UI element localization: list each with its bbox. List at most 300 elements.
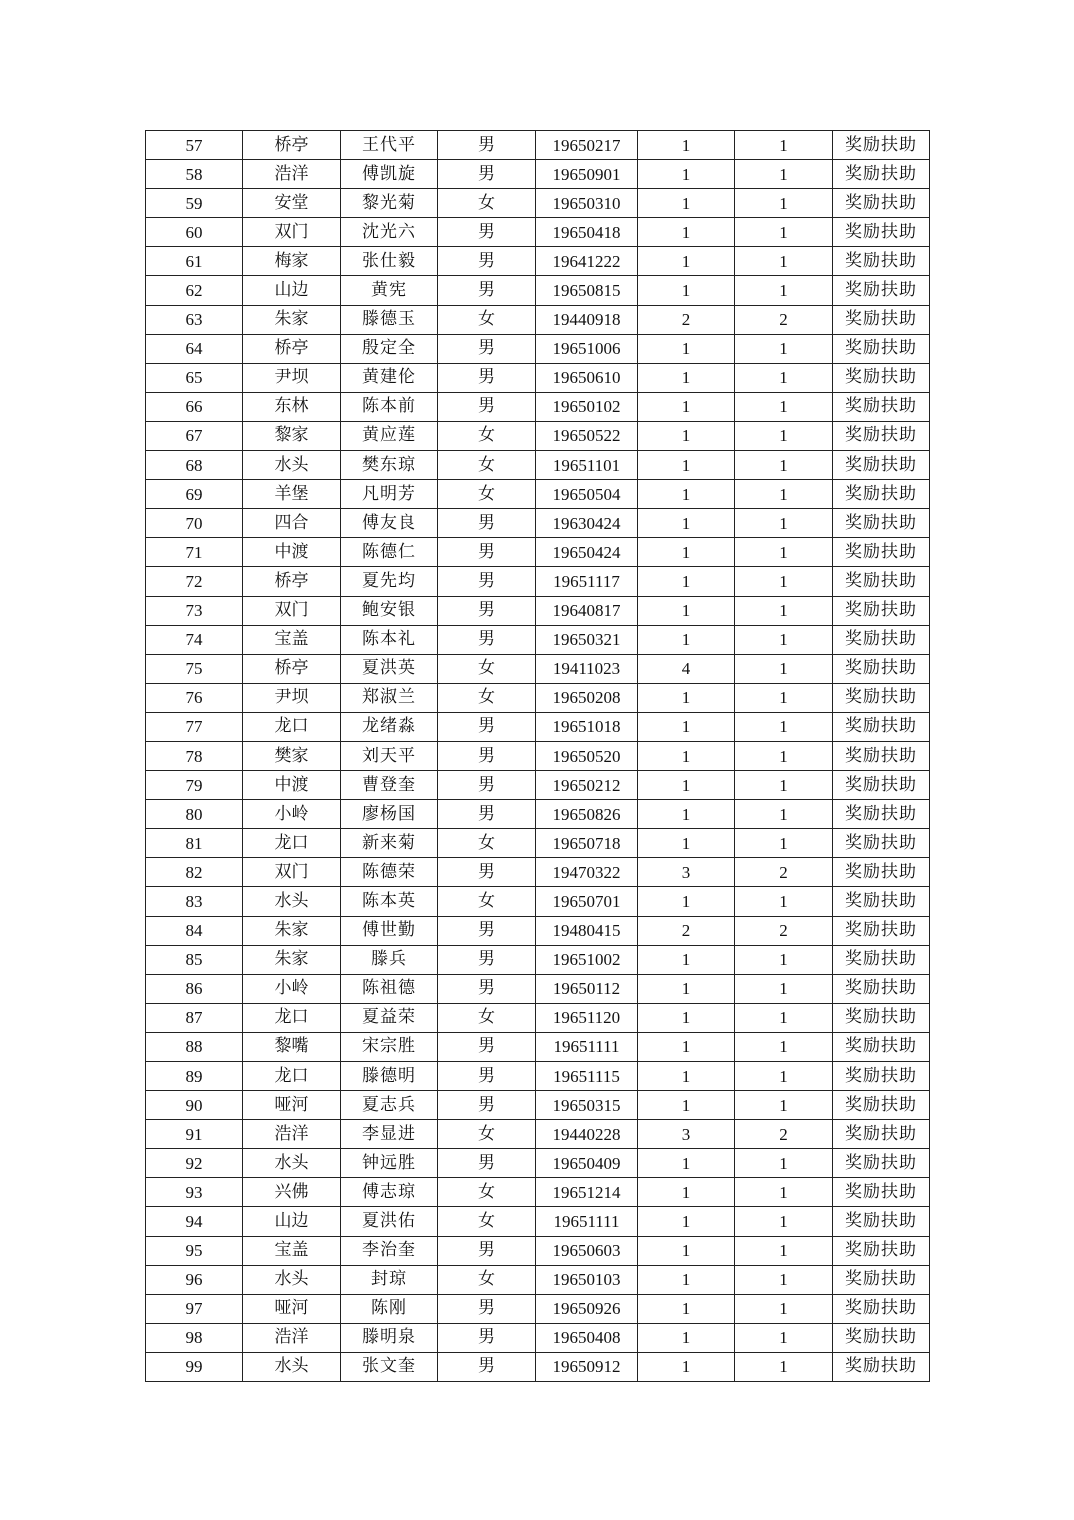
- support-type-cell: 奖励扶助: [833, 800, 930, 829]
- table-row: [146, 480, 930, 509]
- gender-cell: 男: [438, 567, 536, 596]
- table-row: [146, 712, 930, 741]
- count-cell-b: 1: [735, 451, 833, 480]
- gender-cell: 男: [438, 1149, 536, 1178]
- count-cell-a: 1: [638, 741, 735, 770]
- birth-date-cell: 19650504: [536, 480, 638, 509]
- birth-date-cell: 19650212: [536, 771, 638, 800]
- count-cell-b: 1: [735, 596, 833, 625]
- count-cell-a: 3: [638, 1120, 735, 1149]
- gender-cell: 男: [438, 334, 536, 363]
- name-cell: 封琼: [341, 1265, 438, 1294]
- support-type-cell: 奖励扶助: [833, 1032, 930, 1061]
- table-row: [146, 1294, 930, 1323]
- row-number-cell: 92: [146, 1149, 243, 1178]
- birth-date-cell: 19650208: [536, 683, 638, 712]
- table-row: [146, 305, 930, 334]
- gender-cell: 男: [438, 1236, 536, 1265]
- table-row: [146, 1120, 930, 1149]
- support-type-cell: 奖励扶助: [833, 1178, 930, 1207]
- count-cell-b: 1: [735, 334, 833, 363]
- support-type-cell: 奖励扶助: [833, 916, 930, 945]
- gender-cell: 女: [438, 1207, 536, 1236]
- support-type-cell: 奖励扶助: [833, 1352, 930, 1381]
- row-number-cell: 81: [146, 829, 243, 858]
- gender-cell: 男: [438, 1062, 536, 1091]
- count-cell-b: 1: [735, 1207, 833, 1236]
- row-number-cell: 89: [146, 1062, 243, 1091]
- count-cell-b: 1: [735, 1091, 833, 1120]
- town-cell: 浩洋: [243, 160, 341, 189]
- gender-cell: 男: [438, 509, 536, 538]
- row-number-cell: 68: [146, 451, 243, 480]
- name-cell: 钟远胜: [341, 1149, 438, 1178]
- roster-table-body: [146, 131, 930, 1382]
- name-cell: 陈本英: [341, 887, 438, 916]
- name-cell: 夏益荣: [341, 1003, 438, 1032]
- birth-date-cell: 19651111: [536, 1032, 638, 1061]
- count-cell-a: 1: [638, 1178, 735, 1207]
- count-cell-b: 1: [735, 683, 833, 712]
- name-cell: 黎光菊: [341, 189, 438, 218]
- name-cell: 李显进: [341, 1120, 438, 1149]
- count-cell-b: 2: [735, 858, 833, 887]
- birth-date-cell: 19651117: [536, 567, 638, 596]
- count-cell-b: 1: [735, 276, 833, 305]
- town-cell: 双门: [243, 218, 341, 247]
- table-row: [146, 567, 930, 596]
- count-cell-a: 1: [638, 800, 735, 829]
- count-cell-a: 1: [638, 363, 735, 392]
- birth-date-cell: 19630424: [536, 509, 638, 538]
- count-cell-b: 1: [735, 1236, 833, 1265]
- gender-cell: 男: [438, 945, 536, 974]
- table-row: [146, 160, 930, 189]
- row-number-cell: 87: [146, 1003, 243, 1032]
- count-cell-b: 1: [735, 945, 833, 974]
- row-number-cell: 66: [146, 392, 243, 421]
- count-cell-a: 1: [638, 1236, 735, 1265]
- support-type-cell: 奖励扶助: [833, 829, 930, 858]
- birth-date-cell: 19650310: [536, 189, 638, 218]
- gender-cell: 男: [438, 974, 536, 1003]
- support-type-cell: 奖励扶助: [833, 480, 930, 509]
- support-type-cell: 奖励扶助: [833, 887, 930, 916]
- gender-cell: 女: [438, 189, 536, 218]
- support-type-cell: 奖励扶助: [833, 451, 930, 480]
- birth-date-cell: 19651002: [536, 945, 638, 974]
- row-number-cell: 83: [146, 887, 243, 916]
- town-cell: 东林: [243, 392, 341, 421]
- count-cell-b: 1: [735, 1003, 833, 1032]
- row-number-cell: 91: [146, 1120, 243, 1149]
- town-cell: 双门: [243, 858, 341, 887]
- row-number-cell: 80: [146, 800, 243, 829]
- table-row: [146, 276, 930, 305]
- town-cell: 龙口: [243, 1003, 341, 1032]
- count-cell-b: 1: [735, 887, 833, 916]
- support-type-cell: 奖励扶助: [833, 276, 930, 305]
- row-number-cell: 79: [146, 771, 243, 800]
- row-number-cell: 67: [146, 421, 243, 450]
- gender-cell: 男: [438, 916, 536, 945]
- name-cell: 龙绪淼: [341, 712, 438, 741]
- birth-date-cell: 19411023: [536, 654, 638, 683]
- birth-date-cell: 19650112: [536, 974, 638, 1003]
- count-cell-a: 1: [638, 887, 735, 916]
- count-cell-b: 1: [735, 771, 833, 800]
- row-number-cell: 85: [146, 945, 243, 974]
- town-cell: 龙口: [243, 1062, 341, 1091]
- count-cell-b: 1: [735, 131, 833, 160]
- gender-cell: 女: [438, 421, 536, 450]
- count-cell-b: 1: [735, 1178, 833, 1207]
- gender-cell: 女: [438, 305, 536, 334]
- town-cell: 黎家: [243, 421, 341, 450]
- count-cell-a: 1: [638, 1149, 735, 1178]
- name-cell: 张文奎: [341, 1352, 438, 1381]
- row-number-cell: 99: [146, 1352, 243, 1381]
- gender-cell: 女: [438, 1003, 536, 1032]
- count-cell-a: 2: [638, 305, 735, 334]
- count-cell-a: 1: [638, 334, 735, 363]
- gender-cell: 男: [438, 800, 536, 829]
- row-number-cell: 73: [146, 596, 243, 625]
- name-cell: 滕兵: [341, 945, 438, 974]
- name-cell: 黄宪: [341, 276, 438, 305]
- row-number-cell: 95: [146, 1236, 243, 1265]
- support-type-cell: 奖励扶助: [833, 160, 930, 189]
- count-cell-b: 1: [735, 1294, 833, 1323]
- support-type-cell: 奖励扶助: [833, 131, 930, 160]
- birth-date-cell: 19640817: [536, 596, 638, 625]
- birth-date-cell: 19651101: [536, 451, 638, 480]
- count-cell-a: 1: [638, 1294, 735, 1323]
- row-number-cell: 62: [146, 276, 243, 305]
- name-cell: 李治奎: [341, 1236, 438, 1265]
- support-type-cell: 奖励扶助: [833, 1323, 930, 1352]
- name-cell: 傅世勤: [341, 916, 438, 945]
- row-number-cell: 57: [146, 131, 243, 160]
- count-cell-a: 1: [638, 683, 735, 712]
- town-cell: 水头: [243, 1352, 341, 1381]
- table-row: [146, 247, 930, 276]
- birth-date-cell: 19650408: [536, 1323, 638, 1352]
- row-number-cell: 77: [146, 712, 243, 741]
- row-number-cell: 78: [146, 741, 243, 770]
- gender-cell: 女: [438, 480, 536, 509]
- town-cell: 朱家: [243, 945, 341, 974]
- town-cell: 尹坝: [243, 683, 341, 712]
- count-cell-a: 1: [638, 218, 735, 247]
- name-cell: 曹登奎: [341, 771, 438, 800]
- table-row: [146, 916, 930, 945]
- count-cell-b: 1: [735, 800, 833, 829]
- name-cell: 陈刚: [341, 1294, 438, 1323]
- support-type-cell: 奖励扶助: [833, 654, 930, 683]
- count-cell-a: 1: [638, 974, 735, 1003]
- town-cell: 哑河: [243, 1091, 341, 1120]
- birth-date-cell: 19650103: [536, 1265, 638, 1294]
- count-cell-b: 1: [735, 1323, 833, 1352]
- town-cell: 羊堡: [243, 480, 341, 509]
- birth-date-cell: 19440918: [536, 305, 638, 334]
- count-cell-a: 1: [638, 276, 735, 305]
- town-cell: 水头: [243, 1149, 341, 1178]
- town-cell: 桥亭: [243, 334, 341, 363]
- table-row: [146, 334, 930, 363]
- count-cell-a: 1: [638, 451, 735, 480]
- table-row: [146, 131, 930, 160]
- table-row: [146, 858, 930, 887]
- row-number-cell: 82: [146, 858, 243, 887]
- birth-date-cell: 19480415: [536, 916, 638, 945]
- name-cell: 陈祖德: [341, 974, 438, 1003]
- support-type-cell: 奖励扶助: [833, 392, 930, 421]
- count-cell-a: 1: [638, 247, 735, 276]
- count-cell-a: 1: [638, 538, 735, 567]
- birth-date-cell: 19650217: [536, 131, 638, 160]
- town-cell: 水头: [243, 887, 341, 916]
- table-row: [146, 218, 930, 247]
- row-number-cell: 96: [146, 1265, 243, 1294]
- name-cell: 郑淑兰: [341, 683, 438, 712]
- table-row: [146, 945, 930, 974]
- support-type-cell: 奖励扶助: [833, 305, 930, 334]
- name-cell: 夏先均: [341, 567, 438, 596]
- birth-date-cell: 19651120: [536, 1003, 638, 1032]
- count-cell-a: 1: [638, 509, 735, 538]
- row-number-cell: 63: [146, 305, 243, 334]
- table-row: [146, 1003, 930, 1032]
- count-cell-a: 1: [638, 1323, 735, 1352]
- count-cell-b: 1: [735, 567, 833, 596]
- birth-date-cell: 19650926: [536, 1294, 638, 1323]
- birth-date-cell: 19650522: [536, 421, 638, 450]
- name-cell: 夏洪英: [341, 654, 438, 683]
- gender-cell: 男: [438, 392, 536, 421]
- count-cell-b: 1: [735, 392, 833, 421]
- town-cell: 宝盖: [243, 1236, 341, 1265]
- birth-date-cell: 19651214: [536, 1178, 638, 1207]
- town-cell: 樊家: [243, 741, 341, 770]
- row-number-cell: 69: [146, 480, 243, 509]
- row-number-cell: 97: [146, 1294, 243, 1323]
- table-row: [146, 1091, 930, 1120]
- support-type-cell: 奖励扶助: [833, 596, 930, 625]
- support-type-cell: 奖励扶助: [833, 1149, 930, 1178]
- count-cell-a: 1: [638, 160, 735, 189]
- town-cell: 山边: [243, 276, 341, 305]
- town-cell: 安堂: [243, 189, 341, 218]
- gender-cell: 女: [438, 683, 536, 712]
- count-cell-a: 1: [638, 392, 735, 421]
- support-type-cell: 奖励扶助: [833, 538, 930, 567]
- count-cell-b: 2: [735, 916, 833, 945]
- count-cell-a: 1: [638, 945, 735, 974]
- town-cell: 中渡: [243, 538, 341, 567]
- name-cell: 滕德玉: [341, 305, 438, 334]
- gender-cell: 男: [438, 538, 536, 567]
- count-cell-a: 1: [638, 712, 735, 741]
- gender-cell: 女: [438, 1178, 536, 1207]
- birth-date-cell: 19650409: [536, 1149, 638, 1178]
- support-type-cell: 奖励扶助: [833, 247, 930, 276]
- town-cell: 四合: [243, 509, 341, 538]
- count-cell-b: 1: [735, 625, 833, 654]
- count-cell-b: 1: [735, 218, 833, 247]
- gender-cell: 男: [438, 247, 536, 276]
- gender-cell: 男: [438, 363, 536, 392]
- support-type-cell: 奖励扶助: [833, 1091, 930, 1120]
- count-cell-a: 1: [638, 131, 735, 160]
- table-row: [146, 1236, 930, 1265]
- table-row: [146, 974, 930, 1003]
- support-type-cell: 奖励扶助: [833, 771, 930, 800]
- support-type-cell: 奖励扶助: [833, 363, 930, 392]
- count-cell-a: 1: [638, 567, 735, 596]
- row-number-cell: 76: [146, 683, 243, 712]
- row-number-cell: 64: [146, 334, 243, 363]
- count-cell-a: 1: [638, 1091, 735, 1120]
- town-cell: 朱家: [243, 305, 341, 334]
- town-cell: 梅家: [243, 247, 341, 276]
- row-number-cell: 72: [146, 567, 243, 596]
- gender-cell: 男: [438, 625, 536, 654]
- gender-cell: 男: [438, 1294, 536, 1323]
- name-cell: 凡明芳: [341, 480, 438, 509]
- support-type-cell: 奖励扶助: [833, 1236, 930, 1265]
- name-cell: 傅友良: [341, 509, 438, 538]
- town-cell: 朱家: [243, 916, 341, 945]
- count-cell-a: 1: [638, 596, 735, 625]
- row-number-cell: 93: [146, 1178, 243, 1207]
- table-row: [146, 1032, 930, 1061]
- name-cell: 新来菊: [341, 829, 438, 858]
- name-cell: 陈德仁: [341, 538, 438, 567]
- roster-table: [145, 130, 930, 1382]
- birth-date-cell: 19650826: [536, 800, 638, 829]
- gender-cell: 男: [438, 276, 536, 305]
- table-row: [146, 625, 930, 654]
- table-row: [146, 1265, 930, 1294]
- town-cell: 兴佛: [243, 1178, 341, 1207]
- row-number-cell: 88: [146, 1032, 243, 1061]
- table-row: [146, 654, 930, 683]
- name-cell: 廖杨国: [341, 800, 438, 829]
- birth-date-cell: 19650315: [536, 1091, 638, 1120]
- name-cell: 樊东琼: [341, 451, 438, 480]
- count-cell-b: 1: [735, 1352, 833, 1381]
- birth-date-cell: 19650102: [536, 392, 638, 421]
- count-cell-a: 1: [638, 625, 735, 654]
- table-row: [146, 1062, 930, 1091]
- gender-cell: 男: [438, 596, 536, 625]
- table-row: [146, 509, 930, 538]
- support-type-cell: 奖励扶助: [833, 1003, 930, 1032]
- gender-cell: 女: [438, 887, 536, 916]
- table-row: [146, 421, 930, 450]
- count-cell-b: 1: [735, 189, 833, 218]
- birth-date-cell: 19651018: [536, 712, 638, 741]
- count-cell-b: 1: [735, 421, 833, 450]
- support-type-cell: 奖励扶助: [833, 1120, 930, 1149]
- count-cell-a: 1: [638, 1032, 735, 1061]
- birth-date-cell: 19651006: [536, 334, 638, 363]
- town-cell: 水头: [243, 1265, 341, 1294]
- birth-date-cell: 19440228: [536, 1120, 638, 1149]
- town-cell: 尹坝: [243, 363, 341, 392]
- count-cell-a: 2: [638, 916, 735, 945]
- count-cell-b: 1: [735, 741, 833, 770]
- name-cell: 鲍安银: [341, 596, 438, 625]
- count-cell-a: 1: [638, 189, 735, 218]
- row-number-cell: 59: [146, 189, 243, 218]
- gender-cell: 男: [438, 160, 536, 189]
- table-row: [146, 189, 930, 218]
- town-cell: 双门: [243, 596, 341, 625]
- support-type-cell: 奖励扶助: [833, 945, 930, 974]
- count-cell-a: 1: [638, 1352, 735, 1381]
- name-cell: 王代平: [341, 131, 438, 160]
- table-row: [146, 800, 930, 829]
- name-cell: 宋宗胜: [341, 1032, 438, 1061]
- row-number-cell: 58: [146, 160, 243, 189]
- town-cell: 宝盖: [243, 625, 341, 654]
- birth-date-cell: 19650701: [536, 887, 638, 916]
- support-type-cell: 奖励扶助: [833, 712, 930, 741]
- name-cell: 傅志琼: [341, 1178, 438, 1207]
- name-cell: 夏洪佑: [341, 1207, 438, 1236]
- birth-date-cell: 19650418: [536, 218, 638, 247]
- row-number-cell: 98: [146, 1323, 243, 1352]
- name-cell: 殷定全: [341, 334, 438, 363]
- birth-date-cell: 19650912: [536, 1352, 638, 1381]
- gender-cell: 男: [438, 1323, 536, 1352]
- gender-cell: 男: [438, 131, 536, 160]
- name-cell: 张仕毅: [341, 247, 438, 276]
- gender-cell: 女: [438, 1265, 536, 1294]
- birth-date-cell: 19650901: [536, 160, 638, 189]
- row-number-cell: 71: [146, 538, 243, 567]
- birth-date-cell: 19651111: [536, 1207, 638, 1236]
- support-type-cell: 奖励扶助: [833, 1062, 930, 1091]
- gender-cell: 男: [438, 771, 536, 800]
- name-cell: 滕德明: [341, 1062, 438, 1091]
- gender-cell: 男: [438, 858, 536, 887]
- town-cell: 山边: [243, 1207, 341, 1236]
- name-cell: 陈本前: [341, 392, 438, 421]
- support-type-cell: 奖励扶助: [833, 334, 930, 363]
- town-cell: 小岭: [243, 974, 341, 1003]
- table-row: [146, 1149, 930, 1178]
- birth-date-cell: 19650321: [536, 625, 638, 654]
- birth-date-cell: 19641222: [536, 247, 638, 276]
- count-cell-a: 1: [638, 1062, 735, 1091]
- birth-date-cell: 19651115: [536, 1062, 638, 1091]
- table-row: [146, 538, 930, 567]
- name-cell: 黄建伦: [341, 363, 438, 392]
- table-row: [146, 1352, 930, 1381]
- gender-cell: 男: [438, 712, 536, 741]
- table-row: [146, 363, 930, 392]
- row-number-cell: 70: [146, 509, 243, 538]
- town-cell: 黎嘴: [243, 1032, 341, 1061]
- table-row: [146, 451, 930, 480]
- birth-date-cell: 19650718: [536, 829, 638, 858]
- town-cell: 桥亭: [243, 567, 341, 596]
- gender-cell: 男: [438, 218, 536, 247]
